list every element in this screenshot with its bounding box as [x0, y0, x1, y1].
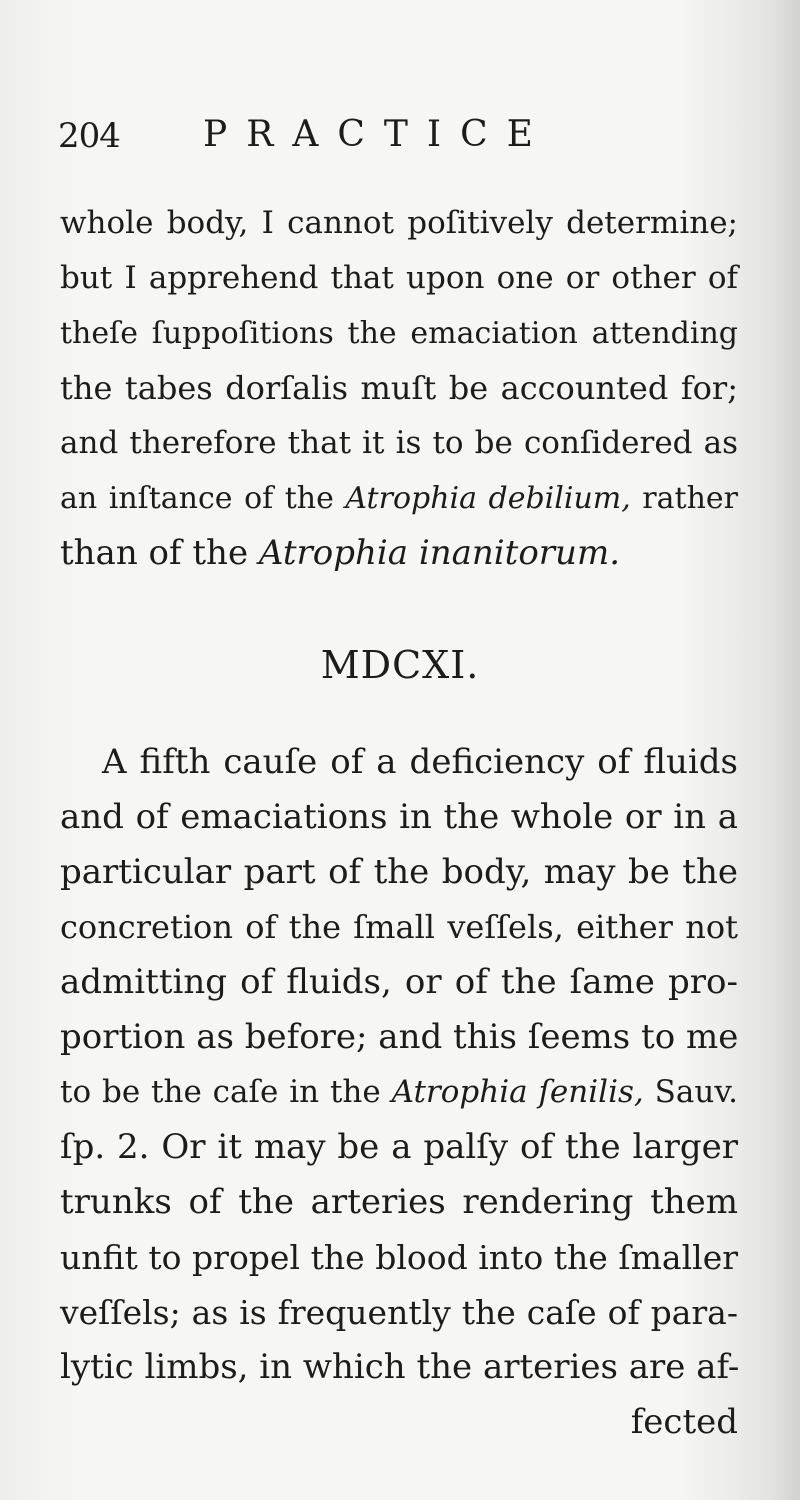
catchword: fected	[630, 1402, 738, 1442]
text-segment: to be the caſe in the	[60, 1074, 381, 1110]
text-line: unfit to propel the blood into the ſmaller	[60, 1238, 738, 1277]
text-line: A fifth cauſe of a deficiency of fluids	[102, 742, 738, 782]
text-line: but I apprehend that upon one or other of	[60, 260, 738, 296]
text-line: ſp. 2. Or it may be a palſy of the larger	[60, 1127, 738, 1167]
text-line: theſe ſuppoſitions the emaciation attending	[60, 316, 738, 351]
text-line: the tabes dorſalis muſt be accounted for;	[60, 369, 738, 407]
text-line	[60, 1065, 738, 1120]
text-line: admitting of fluids, or of the ſame pro-	[60, 962, 738, 1002]
italic-term: Atrophia inanitorum.	[258, 533, 621, 573]
text-line: portion as before; and this ſeems to me	[60, 1017, 739, 1057]
text-line: and therefore that it is to be conſidered as	[60, 425, 738, 461]
running-head: PRACTICE	[203, 114, 552, 155]
text-segment: an inſtance of the	[60, 481, 334, 516]
text-segment: Sauv.	[654, 1074, 739, 1110]
italic-term: Atrophia ſenilis,	[391, 1074, 644, 1110]
text-line	[60, 526, 738, 581]
text-segment: rather	[642, 481, 738, 516]
page-header	[58, 112, 618, 162]
text-line: veſſels; as is frequently the caſe of para-	[60, 1293, 738, 1332]
paragraph-1	[60, 196, 738, 581]
page-number: 204	[58, 116, 120, 156]
text-line: whole body, I cannot poſitively determine;	[60, 205, 738, 241]
text-line: lytic limbs, in which the arteries are af-	[60, 1347, 740, 1387]
text-line: and of emaciations in the whole or in a	[60, 797, 738, 837]
text-line: concretion of the ſmall veſſels, either not	[60, 908, 738, 946]
text-line: particular part of the body, may be the	[60, 852, 738, 892]
text-segment: than of the	[60, 533, 249, 573]
section-heading: MDCXI.	[320, 643, 480, 687]
text-line	[60, 471, 738, 526]
text-line: trunks of the arteries rendering them	[60, 1182, 738, 1222]
paragraph-2	[60, 735, 738, 1450]
italic-term: Atrophia debilium,	[345, 481, 631, 516]
